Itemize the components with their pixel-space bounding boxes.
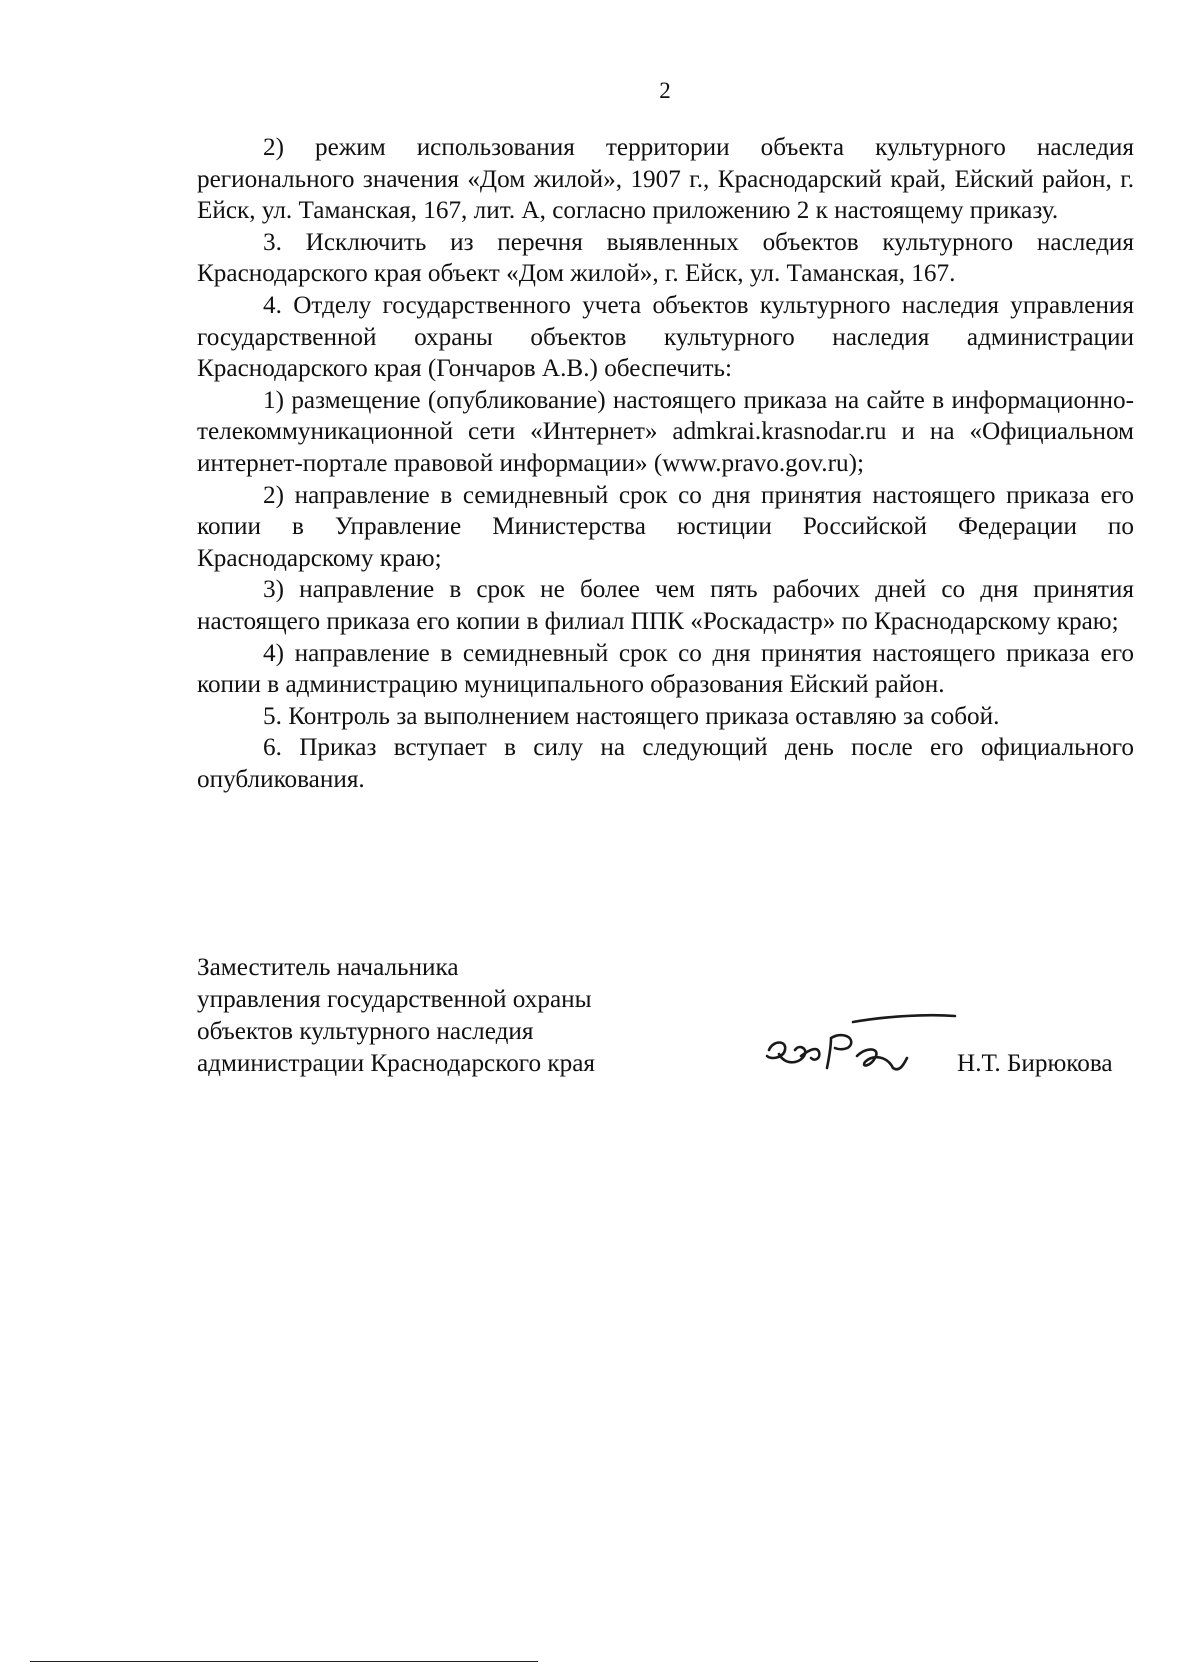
footer-rule [30, 1661, 538, 1662]
signatory-name: Н.Т. Бирюкова [957, 1050, 1113, 1077]
signatory-position-line: Заместитель начальника [197, 954, 459, 981]
page-number: 2 [659, 78, 671, 103]
signatory-position-line: управления государственной охраны [197, 986, 592, 1013]
signatory-position-line: объектов культурного наследия [197, 1018, 534, 1045]
paragraph-6-entry-into-force: 6. Приказ вступает в силу на следующий день после его официального опубликования. [197, 734, 1134, 793]
paragraph-4-1-publication: 1) размещение (опубликование) настоящего приказа на сайте в информационно-телекоммуникационной сети «Интернет» admkrai.krasnodar.ru и на «Официальном интернет-портале правовой информации» (www.pravo.gov.ru); [197, 386, 1134, 477]
paragraph-4-4-municipal-administration: 4) направление в семидневный срок со дня принятия настоящего приказа его копии в администрацию муниципального образования Ейский район. [197, 639, 1134, 699]
handwritten-signature [757, 1010, 957, 1080]
signatory-position-line: администрации Краснодарского края [197, 1050, 595, 1077]
paragraph-4-2-ministry-of-justice: 2) направление в семидневный срок со дня принятия настоящего приказа его копии в Управление Министерства юстиции Российской Федерации по Краснодарскому краю; [197, 481, 1134, 572]
paragraph-2-land-use-regime: 2) режим использования территории объекта культурного наследия регионального значения «Дом жилой», 1907 г., Краснодарский край, Ейский район, г. Ейск, ул. Таманская, 167, лит. А, согласно приложению 2 к настоящему приказу. [197, 134, 1134, 225]
signature-block [197, 952, 1134, 1092]
signatory-position [197, 952, 595, 1080]
document-body [197, 132, 1134, 795]
paragraph-3-exclude-object: 3. Исключить из перечня выявленных объектов культурного наследия Краснодарского края объект «Дом жилой», г. Ейск, ул. Таманская, 167. [197, 228, 1134, 288]
paragraph-5-control: 5. Контроль за выполнением настоящего приказа оставляю за собой. [263, 702, 1000, 730]
paragraph-4-department-duties: 4. Отделу государственного учета объектов культурного наследия управления государственной охраны объектов культурного наследия администрации Краснодарского края (Гончаров А.В.) обеспечить: [197, 291, 1134, 383]
paragraph-4-3-roskadastr: 3) направление в срок не более чем пять рабочих дней со дня принятия настоящего приказа его копии в филиал ППК «Роскадастр» по Краснодарскому краю; [197, 576, 1134, 635]
